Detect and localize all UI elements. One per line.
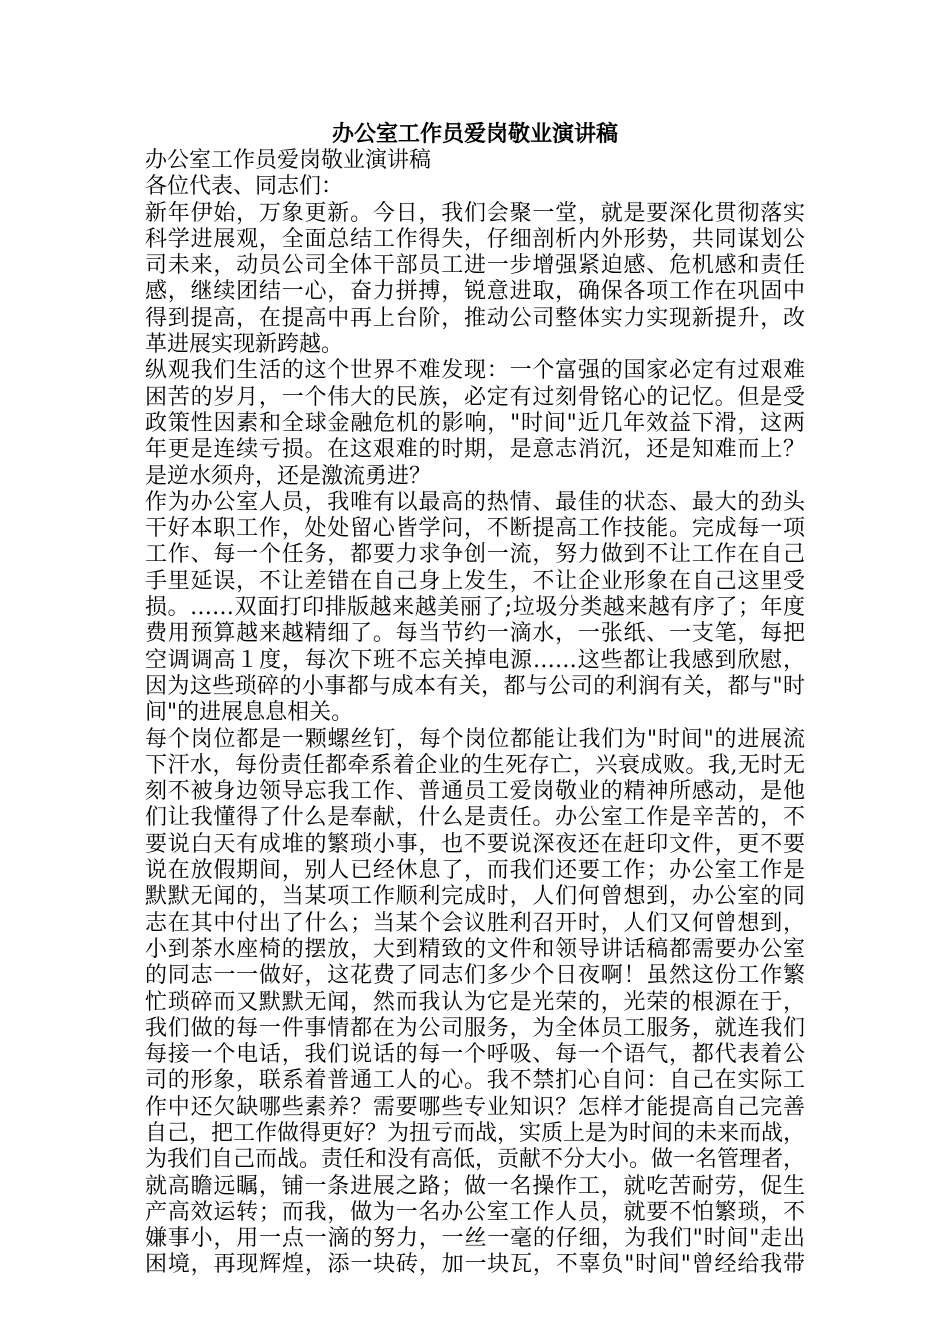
text-line: 为我们自己而战。责任和没有高低，贡献不分大小。做一名管理者，: [145, 1147, 805, 1173]
text-line: 忙琐碎而又默默无闻，然而我认为它是光荣的，光荣的根源在于，: [145, 989, 805, 1015]
text-line: 小到茶水座椅的摆放，大到精致的文件和领导讲话稿都需要办公室: [145, 936, 805, 962]
text-line: 纵观我们生活的这个世界不难发现：一个富强的国家必定有过艰难: [145, 358, 805, 384]
text-line: 政策性因素和全球金融危机的影响，"时间"近几年效益下滑，这两: [145, 410, 805, 436]
text-line: 间"的进展息息相关。: [145, 700, 354, 726]
text-line: 刻不被身边领导忘我工作、普通员工爱岗敬业的精神所感动，是他: [145, 779, 805, 805]
text-line: 干好本职工作，处处留心皆学问，不断提高工作技能。完成每一项: [145, 516, 805, 542]
text-line: 空调调高１度，每次下班不忘关掉电源……这些都让我感到欣慰，: [145, 647, 805, 673]
document-title: 办公室工作员爱岗敬业演讲稿: [331, 122, 618, 147]
text-line: 我们做的每一件事情都在为公司服务，为全体员工服务，就连我们: [145, 1015, 805, 1041]
text-line: 困苦的岁月，一个伟大的民族，必定有过刻骨铭心的记忆。但是受: [145, 384, 805, 410]
text-line: 感，继续团结一心，奋力拼搏，锐意进取，确保各项工作在巩固中: [145, 279, 805, 305]
text-line: 司的形象，联系着普通工人的心。我不禁扪心自问：自己在实际工: [145, 1068, 805, 1094]
text-line: 因为这些琐碎的小事都与成本有关，都与公司的利润有关，都与"时: [145, 673, 805, 699]
text-line: 革进展实现新跨越。: [145, 332, 344, 358]
text-line: 新年伊始，万象更新。今日，我们会聚一堂，就是要深化贯彻落实: [145, 200, 805, 226]
text-line: 志在其中付出了什么；当某个会议胜利召开时，人们又何曾想到，: [145, 910, 805, 936]
text-line: 说在放假期间，别人已经休息了，而我们还要工作；办公室工作是: [145, 858, 805, 884]
text-line: 产高效运转；而我，做为一名办公室工作人员，就要不怕繁琐，不: [145, 1199, 805, 1225]
text-line: 们让我懂得了什么是奉献，什么是责任。办公室工作是辛苦的，不: [145, 805, 805, 831]
text-line: 的同志一一做好，这花费了同志们多少个日夜啊！虽然这份工作繁: [145, 963, 805, 989]
text-line: 科学进展观，全面总结工作得失，仔细剖析内外形势，共同谋划公: [145, 226, 805, 252]
text-line: 损。……双面打印排版越来越美丽了;垃圾分类越来越有序了；年度: [145, 595, 805, 621]
text-line: 困境，再现辉煌，添一块砖，加一块瓦，不辜负"时间"曾经给我带: [145, 1252, 805, 1278]
text-line: 得到提高，在提高中再上台阶，推动公司整体实力实现新提升，改: [145, 305, 805, 331]
text-line: 年更是连续亏损。在这艰难的时期，是意志消沉，还是知难而上？: [145, 437, 805, 463]
text-line: 每接一个电话，我们说话的每一个呼吸、每一个语气，都代表着公: [145, 1042, 805, 1068]
text-line: 是逆水须舟，还是激流勇进？: [145, 463, 432, 489]
text-line: 作为办公室人员，我唯有以最高的热情、最佳的状态、最大的劲头: [145, 489, 805, 515]
text-line: 每个岗位都是一颗螺丝钉，每个岗位都能让我们为"时间"的进展流: [145, 726, 805, 752]
text-line: 费用预算越来越精细了。每当节约一滴水，一张纸、一支笔，每把: [145, 621, 805, 647]
text-line: 手里延误，不让差错在自己身上发生，不让企业形象在自己这里受: [145, 568, 805, 594]
text-line: 办公室工作员爱岗敬业演讲稿: [145, 148, 432, 173]
text-line: 就高瞻远瞩，铺一条进展之路；做一名操作工，就吃苦耐劳，促生: [145, 1173, 805, 1199]
text-line: 要说白天有成堆的繁琐小事，也不要说深夜还在赶印文件，更不要: [145, 831, 805, 857]
text-line: 自己，把工作做得更好？为扭亏而战，实质上是为时间的未来而战，: [145, 1120, 805, 1146]
text-line: 司未来，动员公司全体干部员工进一步增强紧迫感、危机感和责任: [145, 253, 805, 279]
text-line: 下汗水，每份责任都牵系着企业的生死存亡，兴衰成败。我,无时无: [145, 752, 805, 778]
text-line: 嫌事小，用一点一滴的努力，一丝一毫的仔细，为我们"时间"走出: [145, 1226, 805, 1252]
text-line: 作中还欠缺哪些素养？需要哪些专业知识？怎样才能提高自己完善: [145, 1094, 805, 1120]
document-body: [145, 148, 805, 1279]
text-line: 工作、每一个任务，都要力求争创一流，努力做到不让工作在自己: [145, 542, 805, 568]
text-line: 默默无闻的，当某项工作顺利完成时，人们何曾想到，办公室的同: [145, 884, 805, 910]
text-line: 各位代表、同志们：: [145, 174, 344, 200]
